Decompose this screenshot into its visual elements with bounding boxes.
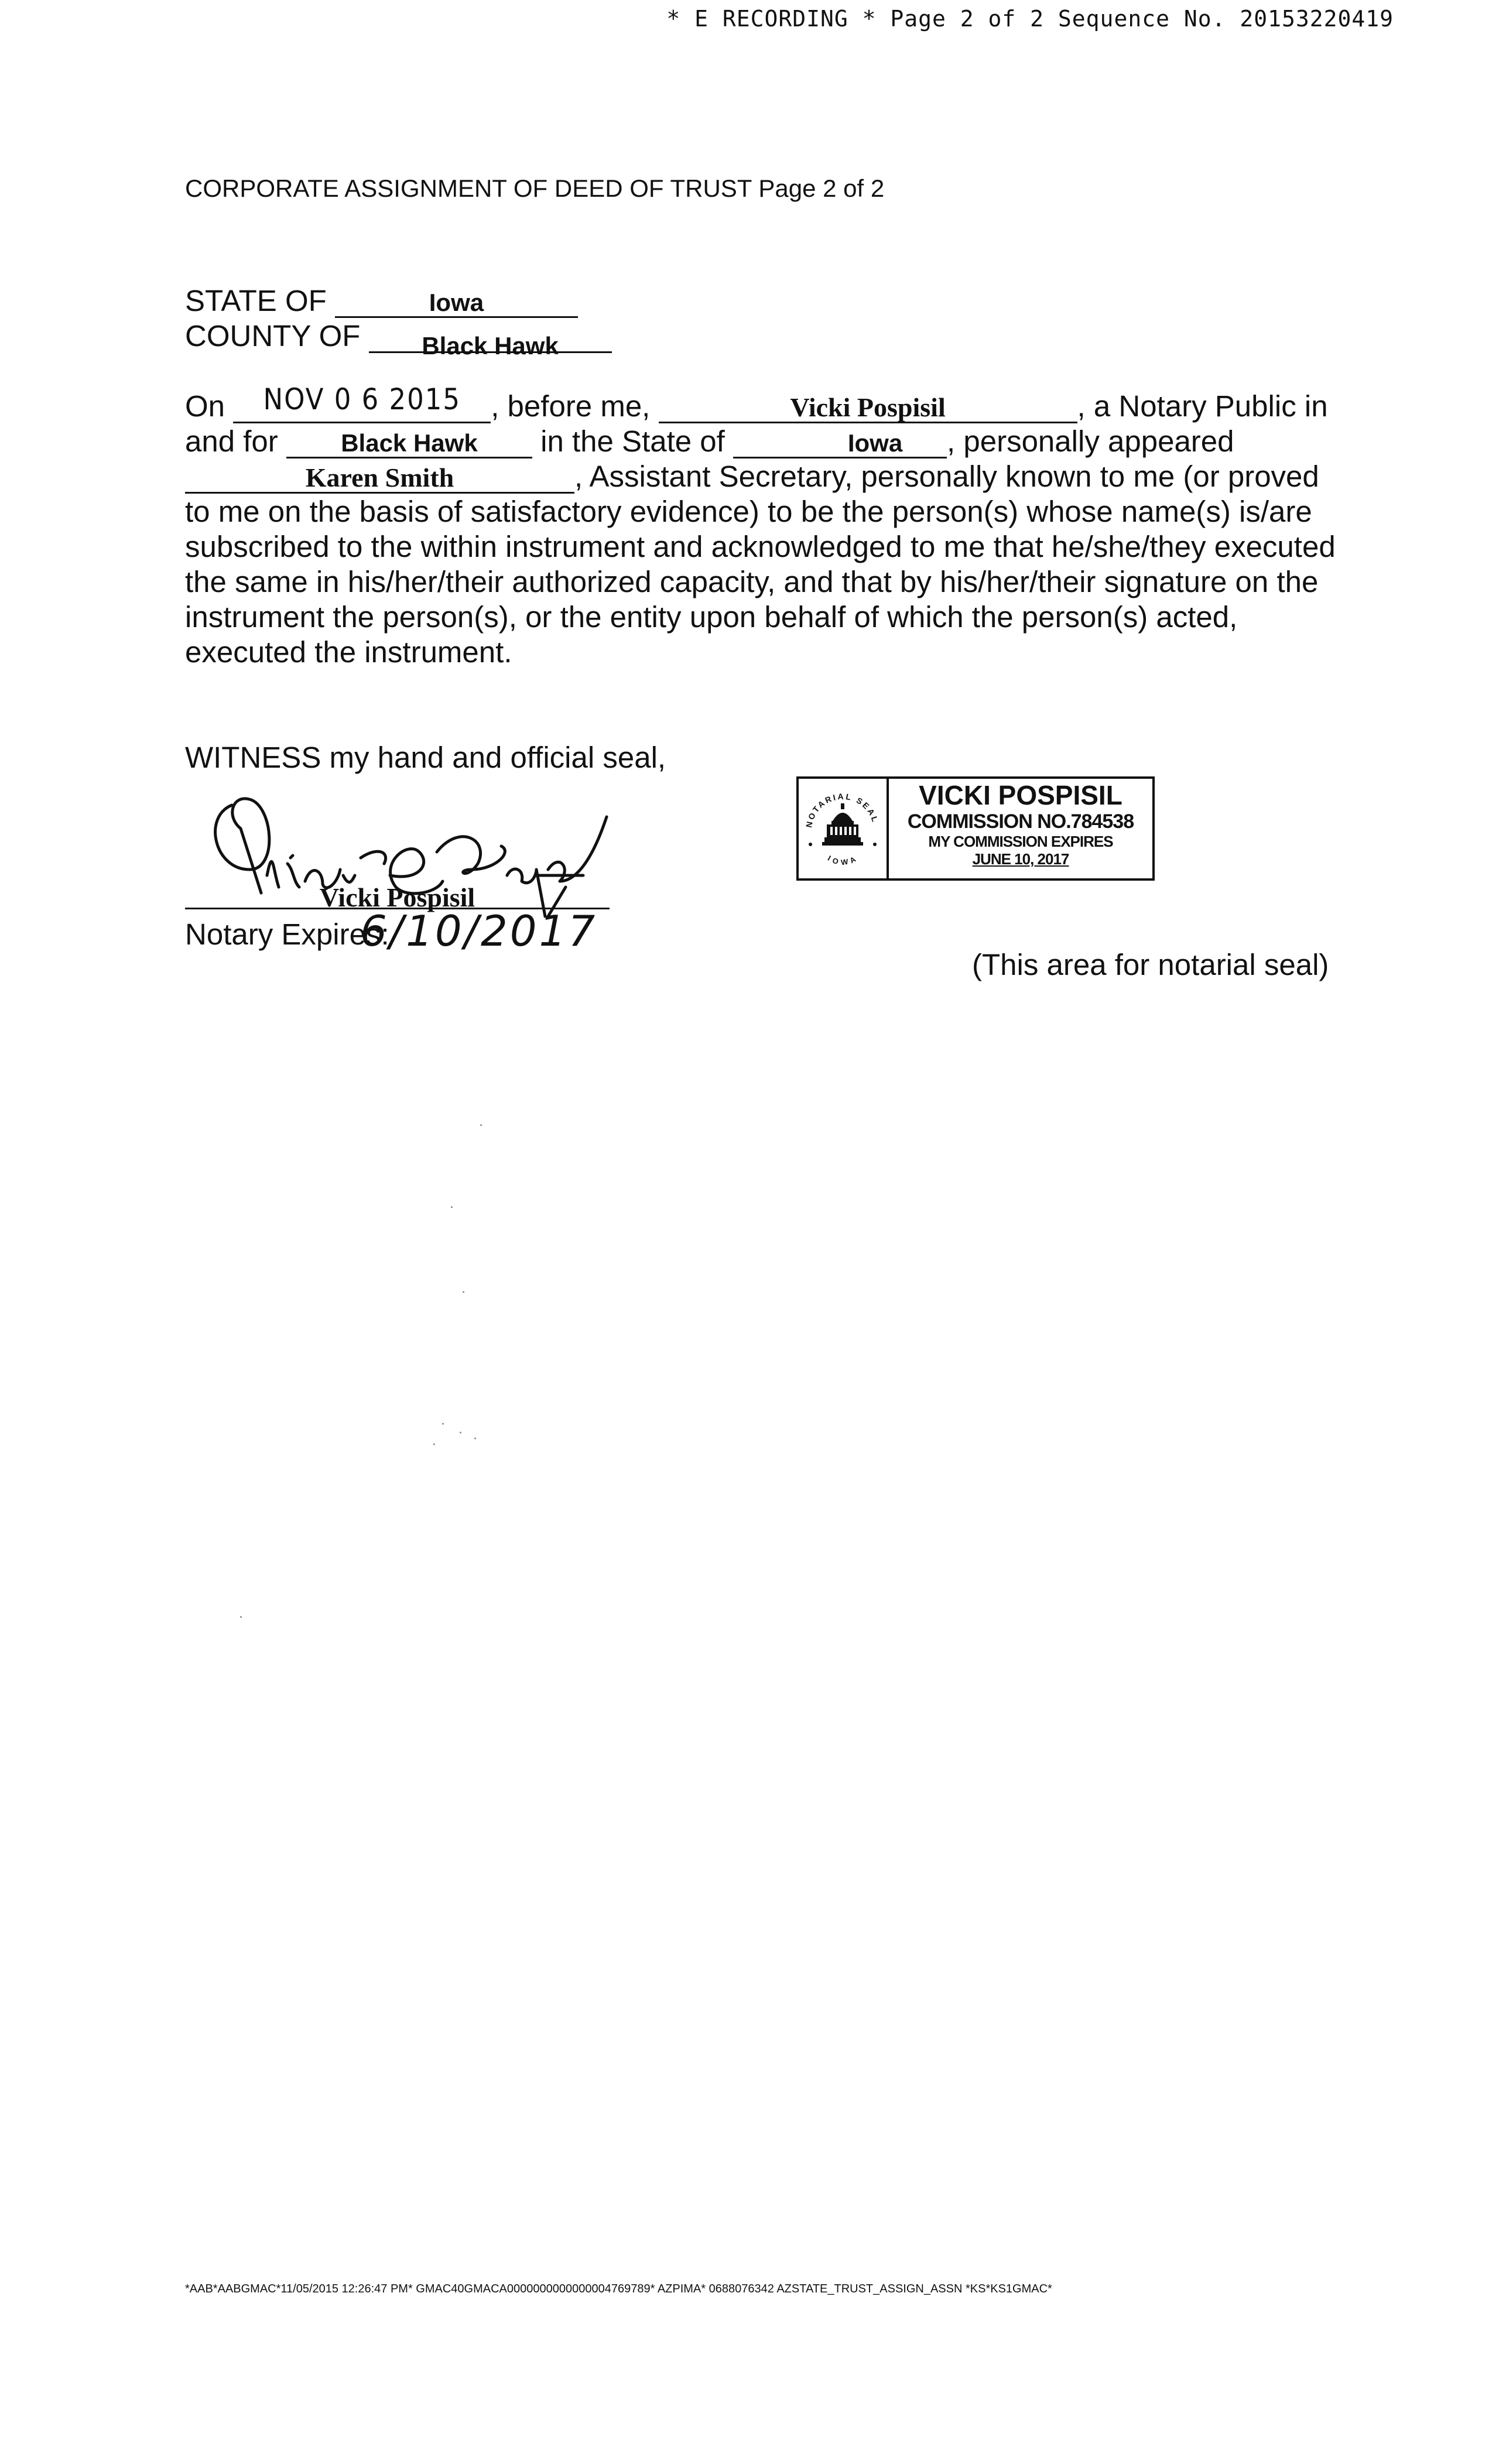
date-field [233, 382, 491, 423]
ack-body-line-3: the same in his/her/their authorized capacity, and that by his/her/their signature on the [185, 565, 1319, 598]
capitol-icon [799, 779, 887, 878]
recording-header: * E RECORDING * Page 2 of 2 Sequence No. 20153220419 [666, 6, 1394, 32]
signer-title-text: , Assistant Secretary, personally known to me (or proved [574, 460, 1319, 493]
scan-speck [460, 1432, 461, 1433]
notary-seal-stamp [796, 776, 1155, 881]
notary-printed-name: Vicki Pospisil [319, 882, 475, 912]
ack-line-2 [185, 424, 1234, 459]
date-stamp: NOV 0 6 2015 [263, 382, 461, 416]
on-label: On [185, 389, 225, 423]
seal-arc-bottom: IOWA [826, 853, 861, 867]
signer-name-value: Karen Smith [305, 463, 454, 492]
scan-speck [480, 1124, 482, 1126]
scan-speck [463, 1291, 464, 1293]
in-state-of-label: in the State of [540, 425, 725, 458]
notarial-seal-emblem [799, 779, 889, 878]
county-field [369, 321, 612, 360]
scan-speck [442, 1423, 444, 1425]
ack-body-line-1: to me on the basis of satisfactory evidence) to be the person(s) whose name(s) is/are [185, 495, 1312, 528]
ack-line-3 [185, 459, 1319, 494]
notary-name-field [659, 391, 1077, 423]
ack-county-field [286, 426, 532, 458]
personally-appeared-text: , personally appeared [947, 425, 1234, 458]
notary-name-value: Vicki Pospisil [790, 392, 946, 422]
document-title: CORPORATE ASSIGNMENT OF DEED OF TRUST Page 2 of 2 [185, 174, 885, 202]
signer-name-field [185, 461, 574, 494]
state-value: Iowa [429, 289, 484, 316]
seal-expires-date: JUNE 10, 2017 [972, 850, 1069, 868]
scan-speck [433, 1443, 435, 1445]
notary-expires-value: 6/10/2017 [360, 906, 598, 956]
county-value: Black Hawk [422, 332, 559, 360]
svg-text:IOWA [826, 853, 860, 867]
state-line [185, 283, 578, 319]
notary-public-in-text: , a Notary Public in [1077, 389, 1328, 423]
state-field [335, 286, 578, 318]
seal-expires-label: MY COMMISSION EXPIRES [928, 833, 1113, 850]
ack-state-field [733, 426, 947, 458]
before-me-text: , before me, [491, 389, 651, 423]
ack-state-value: Iowa [847, 429, 903, 457]
and-for-label: and for [185, 425, 278, 458]
scan-speck [474, 1438, 476, 1439]
state-label: STATE OF [185, 284, 327, 317]
seal-area-note: (This area for notarial seal) [972, 948, 1329, 981]
ack-line-1 [185, 382, 1328, 424]
witness-text: WITNESS my hand and official seal, [185, 741, 666, 774]
ack-body-line-2: subscribed to the within instrument and acknowledged to me that he/she/they executed [185, 530, 1336, 563]
seal-arc-top: NOTARIAL SEAL [804, 791, 881, 829]
ack-body-line-5: executed the instrument. [185, 635, 512, 669]
scan-speck [451, 1206, 453, 1208]
notary-expires-label: Notary Expires: [185, 918, 389, 951]
county-line [185, 319, 612, 360]
document-footer-code: *AAB*AABGMAC*11/05/2015 12:26:47 PM* GMAC40GMACA0000000000000004769789* AZPIMA* 0688076342 AZSTATE_TRUST_ASSIGN_ASSN *KS*KS1GMAC* [185, 2282, 1052, 2295]
seal-text-block [889, 779, 1152, 878]
county-label: COUNTY OF [185, 319, 361, 353]
ack-county-value: Black Hawk [341, 429, 478, 457]
ack-body-line-4: instrument the person(s), or the entity upon behalf of which the person(s) acted, [185, 600, 1238, 634]
seal-commission-number: COMMISSION NO.784538 [907, 810, 1134, 833]
seal-notary-name: VICKI POSPISIL [919, 780, 1122, 810]
scan-speck [240, 1616, 242, 1618]
